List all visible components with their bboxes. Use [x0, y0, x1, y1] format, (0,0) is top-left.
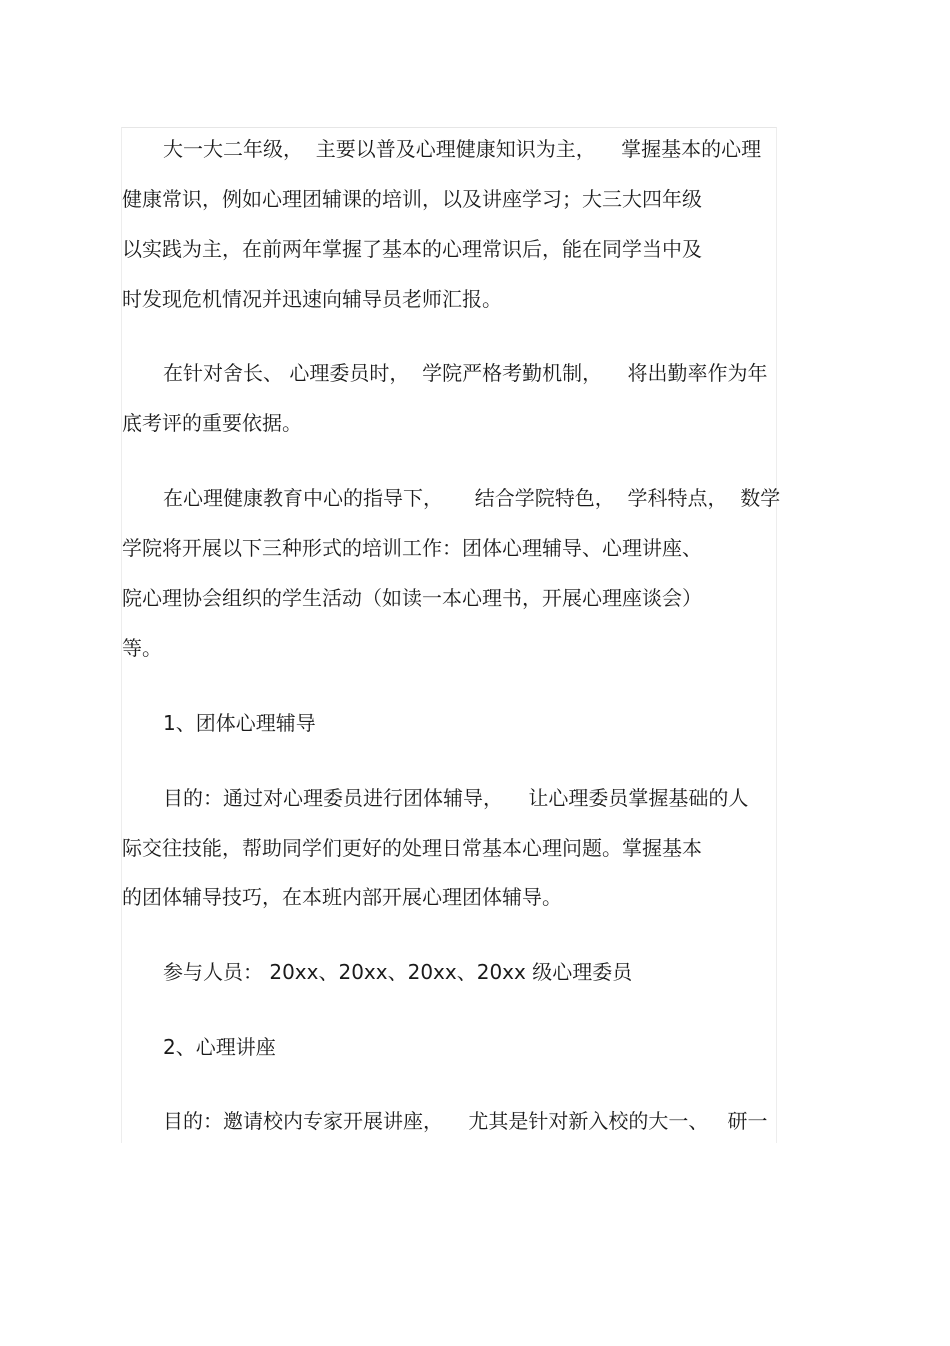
text-line: 目的：通过对心理委员进行团体辅导， 让心理委员掌握基础的人	[163, 786, 749, 810]
section-heading: 1、团体心理辅导	[163, 711, 316, 735]
text-line: 的团体辅导技巧，在本班内部开展心理团体辅导。	[122, 885, 562, 909]
page-frame	[121, 127, 777, 1143]
text-line: 在心理健康教育中心的指导下， 结合学院特色， 学科特点， 数学	[163, 486, 781, 510]
text-line: 学院将开展以下三种形式的培训工作：团体心理辅导、心理讲座、	[122, 536, 702, 560]
text-line: 参与人员： 20xx、20xx、20xx、20xx 级心理委员	[163, 960, 633, 984]
text-line: 际交往技能，帮助同学们更好的处理日常基本心理问题。掌握基本	[122, 836, 702, 860]
text-line: 目的：邀请校内专家开展讲座， 尤其是针对新入校的大一、 研一	[163, 1109, 768, 1133]
text-line: 时发现危机情况并迅速向辅导员老师汇报。	[122, 287, 502, 311]
text-line: 健康常识，例如心理团辅课的培训，以及讲座学习；大三大四年级	[122, 187, 702, 211]
text-line: 以实践为主，在前两年掌握了基本的心理常识后，能在同学当中及	[122, 237, 702, 261]
text-line: 院心理协会组织的学生活动（如读一本心理书，开展心理座谈会）	[122, 586, 702, 610]
text-line: 在针对舍长、 心理委员时， 学院严格考勤机制， 将出勤率作为年	[163, 361, 768, 385]
text-line: 大一大二年级， 主要以普及心理健康知识为主， 掌握基本的心理	[163, 137, 762, 161]
text-line: 等。	[122, 636, 162, 660]
text-line: 底考评的重要依据。	[122, 411, 302, 435]
section-heading: 2、心理讲座	[163, 1035, 276, 1059]
